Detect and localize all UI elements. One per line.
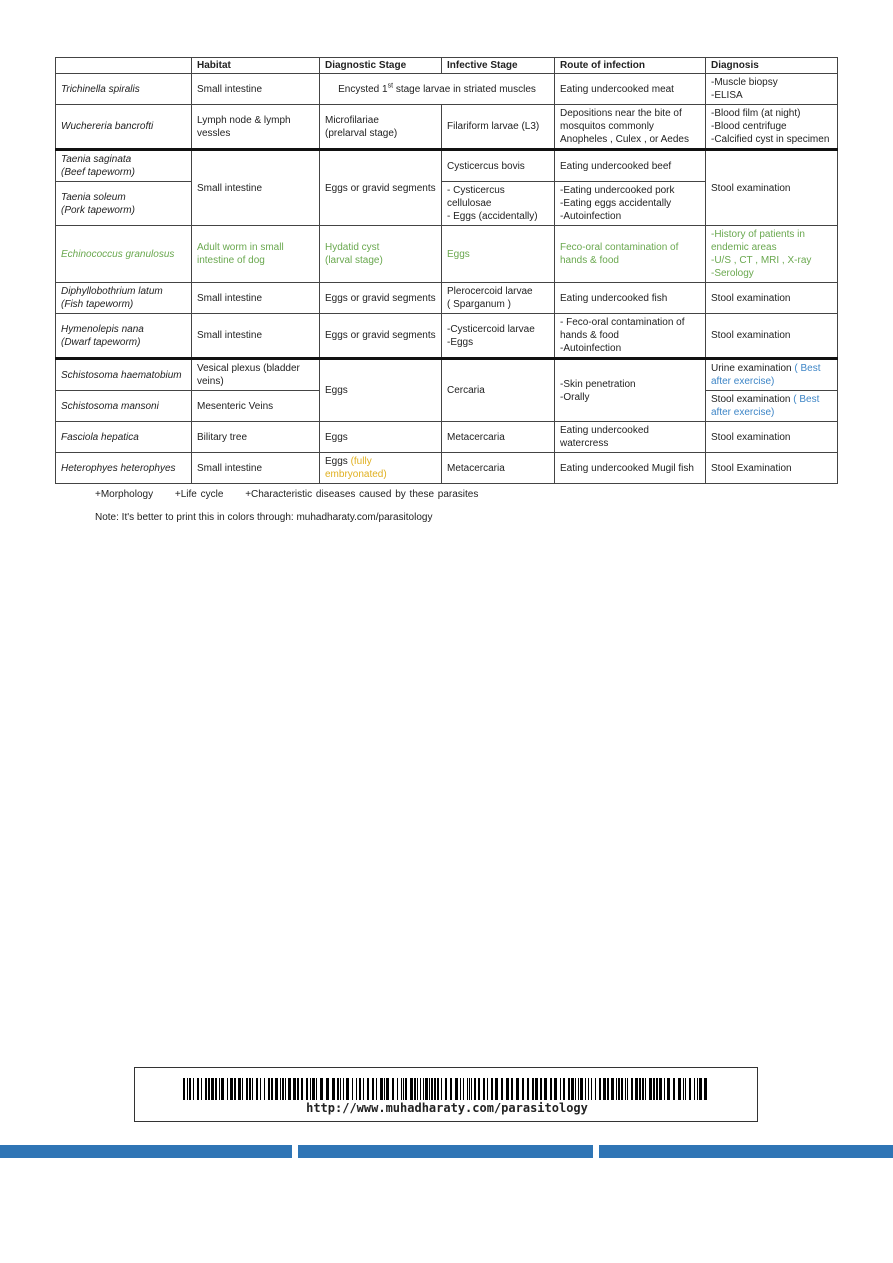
header-habitat: Habitat	[192, 58, 320, 74]
barcode-bar	[689, 1078, 691, 1100]
barcode-bar	[678, 1078, 681, 1100]
barcode-bar	[649, 1078, 652, 1100]
diagnosis-cell: -History of patients in endemic areas -U/S , CT , MRI , X-ray -Serology	[706, 226, 838, 283]
barcode-bar	[460, 1078, 461, 1100]
barcode-bar	[631, 1078, 633, 1100]
legend-life-cycle: +Life cycle	[174, 489, 224, 500]
barcode-bar	[420, 1078, 421, 1100]
barcode-bar	[532, 1078, 534, 1100]
barcode-bar	[285, 1078, 286, 1100]
table-header-row	[56, 58, 838, 74]
barcode-bar	[343, 1078, 344, 1100]
barcode-bar	[256, 1078, 258, 1100]
route-cell: -Skin penetration -Orally	[555, 359, 706, 422]
barcode-bar	[356, 1078, 357, 1100]
barcode-bar	[455, 1078, 458, 1100]
route-cell: -Eating undercooked pork -Eating eggs accidentally -Autoinfection	[555, 182, 706, 226]
barcode-bar	[337, 1078, 339, 1100]
parasite-table-container	[55, 57, 837, 484]
barcode-bar	[316, 1078, 317, 1100]
habitat-cell: Small intestine	[192, 283, 320, 314]
barcode-url: http://www.muhadharaty.com/parasitology	[306, 1101, 588, 1115]
barcode-bar	[467, 1078, 468, 1100]
barcode-bar	[423, 1078, 424, 1100]
habitat-cell: Small intestine	[192, 74, 320, 105]
barcode-bar	[469, 1078, 470, 1100]
habitat-cell: Adult worm in small intestine of dog	[192, 226, 320, 283]
barcode-bar	[616, 1078, 617, 1100]
barcode-bar	[697, 1078, 698, 1100]
barcode-box	[134, 1067, 758, 1122]
barcode-bar	[312, 1078, 315, 1100]
barcode-bar	[414, 1078, 416, 1100]
barcode-bar	[282, 1078, 284, 1100]
barcode-bar	[187, 1078, 188, 1100]
barcode-bar	[242, 1078, 243, 1100]
barcode-bar	[560, 1078, 561, 1100]
parasite-name: Schistosoma haematobium	[56, 359, 192, 391]
barcode-bar	[585, 1078, 586, 1100]
diagnosis-cell: Stool examination	[706, 150, 838, 226]
barcode-bar	[352, 1078, 353, 1100]
habitat-cell: Small intestine	[192, 314, 320, 359]
parasite-name: Fasciola hepatica	[56, 422, 192, 453]
parasite-name: Schistosoma mansoni	[56, 391, 192, 422]
barcode-bar	[645, 1078, 646, 1100]
barcode-bar	[193, 1078, 194, 1100]
legend-diseases: +Characteristic diseases caused by these parasites	[245, 489, 479, 500]
barcode-bar	[580, 1078, 583, 1100]
barcode-bar	[621, 1078, 623, 1100]
barcode-bar	[234, 1078, 236, 1100]
barcode-bar	[392, 1078, 394, 1100]
diagnostic-stage-cell: Eggs or gravid segments	[320, 150, 442, 226]
barcode-bar	[376, 1078, 377, 1100]
diagnosis-cell: Stool examination	[706, 422, 838, 453]
barcode-bar	[478, 1078, 480, 1100]
barcode-bar	[544, 1078, 547, 1100]
parasite-name: Heterophyes heterophyes	[56, 453, 192, 484]
barcode-bar	[445, 1078, 447, 1100]
barcode-bar	[264, 1078, 265, 1100]
barcode-bar	[397, 1078, 398, 1100]
barcode-bar	[704, 1078, 707, 1100]
header-infective-stage: Infective Stage	[442, 58, 555, 74]
barcode-bar	[197, 1078, 199, 1100]
infective-stage-cell: Plerocercoid larvae ( Sparganum )	[442, 283, 555, 314]
barcode-bar	[683, 1078, 684, 1100]
habitat-cell: Vesical plexus (bladder veins)	[192, 359, 320, 391]
barcode-bar	[618, 1078, 620, 1100]
barcode-bar	[310, 1078, 311, 1100]
barcode-bar	[664, 1078, 665, 1100]
barcode-bar	[246, 1078, 248, 1100]
header-diagnostic-stage: Diagnostic Stage	[320, 58, 442, 74]
barcode-bar	[425, 1078, 428, 1100]
barcode-bar	[380, 1078, 383, 1100]
barcode-bar	[372, 1078, 374, 1100]
habitat-cell: Mesenteric Veins	[192, 391, 320, 422]
barcode-bar	[441, 1078, 442, 1100]
barcode-bar	[659, 1078, 662, 1100]
diagnostic-stage-cell: Eggs	[320, 359, 442, 422]
parasite-name: Diphyllobothrium latum (Fish tapeworm)	[56, 283, 192, 314]
barcode-bar	[642, 1078, 644, 1100]
barcode-bar	[205, 1078, 207, 1100]
barcode-bar	[227, 1078, 228, 1100]
infective-stage-cell: Filariform larvae (L3)	[442, 105, 555, 150]
infective-stage-cell: -Cysticercoid larvae -Eggs	[442, 314, 555, 359]
table-row	[56, 74, 838, 105]
barcode-bar	[511, 1078, 513, 1100]
barcode-bar	[653, 1078, 655, 1100]
barcode-bar	[431, 1078, 433, 1100]
barcode-bar	[611, 1078, 614, 1100]
diagnostic-stage-cell: Eggs (fully embryonated)	[320, 453, 442, 484]
barcode-bar	[540, 1078, 542, 1100]
parasite-name: Trichinella spiralis	[56, 74, 192, 105]
diagnosis-cell: -Blood film (at night) -Blood centrifuge -Calcified cyst in specimen	[706, 105, 838, 150]
topics-legend	[95, 489, 496, 500]
infective-stage-cell: Eggs	[442, 226, 555, 283]
barcode-bar	[487, 1078, 488, 1100]
parasite-table	[55, 57, 838, 484]
barcode-bar	[271, 1078, 273, 1100]
table-row	[56, 226, 838, 283]
barcode-bar	[346, 1078, 349, 1100]
barcode-bar	[667, 1078, 670, 1100]
barcode-bar	[673, 1078, 675, 1100]
habitat-cell: Small intestine	[192, 453, 320, 484]
barcode-bar	[506, 1078, 509, 1100]
table-row	[56, 150, 838, 182]
barcode-bar	[189, 1078, 191, 1100]
barcode-bar	[384, 1078, 385, 1100]
barcode-bar	[483, 1078, 485, 1100]
route-cell: Eating undercooked Mugil fish	[555, 453, 706, 484]
barcode-bar	[201, 1078, 202, 1100]
barcode-bar	[405, 1078, 407, 1100]
barcode-bar	[293, 1078, 296, 1100]
footer-bar-middle	[298, 1145, 593, 1158]
barcode-bar	[554, 1078, 557, 1100]
barcode-bar	[301, 1078, 303, 1100]
barcode-bar	[429, 1078, 430, 1100]
diagnostic-stage-cell: Eggs or gravid segments	[320, 283, 442, 314]
infective-stage-cell: - Cysticercus cellulosae - Eggs (accidentally)	[442, 182, 555, 226]
table-row	[56, 283, 838, 314]
barcode-bar	[607, 1078, 609, 1100]
barcode-bar	[474, 1078, 476, 1100]
diagnosis-cell: Stool examination	[706, 314, 838, 359]
barcode-bar	[516, 1078, 519, 1100]
habitat-cell: Small intestine	[192, 150, 320, 226]
barcode-bar	[591, 1078, 592, 1100]
diagnostic-stage-cell: Microfilariae (prelarval stage)	[320, 105, 442, 150]
barcode-bar	[332, 1078, 335, 1100]
print-note: Note: It's better to print this in colors through: muhadharaty.com/parasitology	[95, 512, 433, 523]
diagnostic-stage-cell: Eggs or gravid segments	[320, 314, 442, 359]
barcode-bar	[208, 1078, 210, 1100]
diagnosis-cell: Urine examination ( Best after exercise)	[706, 359, 838, 391]
barcode-image	[183, 1078, 711, 1100]
barcode-bar	[386, 1078, 389, 1100]
table-row	[56, 105, 838, 150]
diagnosis-cell: Stool Examination	[706, 453, 838, 484]
header-diagnosis: Diagnosis	[706, 58, 838, 74]
header-parasite	[56, 58, 192, 74]
barcode-bar	[363, 1078, 364, 1100]
barcode-bar	[215, 1078, 217, 1100]
barcode-bar	[260, 1078, 261, 1100]
barcode-bar	[340, 1078, 341, 1100]
barcode-bar	[252, 1078, 253, 1100]
diagnostic-stage-cell: Hydatid cyst (larval stage)	[320, 226, 442, 283]
barcode-bar	[535, 1078, 538, 1100]
barcode-bar	[268, 1078, 270, 1100]
infective-stage-cell: Cercaria	[442, 359, 555, 422]
barcode-bar	[320, 1078, 323, 1100]
route-cell: - Feco-oral contamination of hands & food -Autoinfection	[555, 314, 706, 359]
barcode-bar	[495, 1078, 498, 1100]
route-cell: Eating undercooked watercress	[555, 422, 706, 453]
table-row	[56, 453, 838, 484]
barcode-bar	[183, 1078, 185, 1100]
barcode-bar	[563, 1078, 565, 1100]
barcode-bar	[359, 1078, 361, 1100]
stage-cell: Encysted 1st stage larvae in striated muscles	[320, 74, 555, 105]
barcode-bar	[522, 1078, 524, 1100]
barcode-bar	[685, 1078, 686, 1100]
infective-stage-cell: Cysticercus bovis	[442, 150, 555, 182]
barcode-bar	[211, 1078, 214, 1100]
diagnosis-cell: Stool examination	[706, 283, 838, 314]
route-cell: Eating undercooked meat	[555, 74, 706, 105]
barcode-bar	[578, 1078, 579, 1100]
barcode-bar	[627, 1078, 628, 1100]
parasite-name: Taenia saginata (Beef tapeworm)	[56, 150, 192, 182]
barcode-bar	[639, 1078, 641, 1100]
barcode-bar	[401, 1078, 402, 1100]
route-cell: Eating undercooked beef	[555, 150, 706, 182]
barcode-bar	[326, 1078, 329, 1100]
infective-stage-cell: Metacercaria	[442, 453, 555, 484]
barcode-bar	[699, 1078, 702, 1100]
barcode-bar	[367, 1078, 369, 1100]
table-row	[56, 422, 838, 453]
barcode-bar	[588, 1078, 589, 1100]
table-row	[56, 314, 838, 359]
parasite-name: Taenia soleum (Pork tapeworm)	[56, 182, 192, 226]
barcode-bar	[275, 1078, 278, 1100]
barcode-bar	[603, 1078, 606, 1100]
diagnosis-cell: Stool examination ( Best after exercise)	[706, 391, 838, 422]
barcode-bar	[288, 1078, 291, 1100]
barcode-bar	[434, 1078, 436, 1100]
barcode-bar	[238, 1078, 241, 1100]
infective-stage-cell: Metacercaria	[442, 422, 555, 453]
route-cell: Depositions near the bite of mosquitos commonly Anopheles , Culex , or Aedes	[555, 105, 706, 150]
habitat-cell: Lymph node & lymph vessles	[192, 105, 320, 150]
route-cell: Feco-oral contamination of hands & food	[555, 226, 706, 283]
barcode-bar	[219, 1078, 220, 1100]
footer-bar-left	[0, 1145, 292, 1158]
barcode-bar	[306, 1078, 308, 1100]
barcode-bar	[280, 1078, 281, 1100]
barcode-bar	[471, 1078, 472, 1100]
barcode-bar	[410, 1078, 413, 1100]
barcode-bar	[230, 1078, 233, 1100]
barcode-bar	[550, 1078, 552, 1100]
barcode-bar	[571, 1078, 574, 1100]
barcode-bar	[297, 1078, 299, 1100]
barcode-bar	[403, 1078, 404, 1100]
barcode-bar	[501, 1078, 503, 1100]
footer-bar-right	[599, 1145, 893, 1158]
barcode-bar	[491, 1078, 493, 1100]
barcode-bar	[599, 1078, 601, 1100]
barcode-bar	[527, 1078, 529, 1100]
barcode-bar	[463, 1078, 464, 1100]
barcode-bar	[249, 1078, 251, 1100]
legend-morphology: +Morphology	[95, 489, 154, 500]
parasite-name: Wuchereria bancrofti	[56, 105, 192, 150]
barcode-bar	[437, 1078, 439, 1100]
parasite-name: Hymenolepis nana (Dwarf tapeworm)	[56, 314, 192, 359]
diagnosis-cell: -Muscle biopsy -ELISA	[706, 74, 838, 105]
diagnostic-stage-cell: Eggs	[320, 422, 442, 453]
barcode-bar	[694, 1078, 695, 1100]
barcode-bar	[575, 1078, 576, 1100]
barcode-bar	[417, 1078, 418, 1100]
header-route: Route of infection	[555, 58, 706, 74]
table-row	[56, 359, 838, 391]
habitat-cell: Bilitary tree	[192, 422, 320, 453]
barcode-bar	[635, 1078, 638, 1100]
route-cell: Eating undercooked fish	[555, 283, 706, 314]
barcode-bar	[568, 1078, 570, 1100]
barcode-bar	[656, 1078, 658, 1100]
barcode-bar	[625, 1078, 626, 1100]
parasite-name: Echinococcus granulosus	[56, 226, 192, 283]
barcode-bar	[221, 1078, 224, 1100]
barcode-bar	[450, 1078, 452, 1100]
barcode-bar	[595, 1078, 596, 1100]
